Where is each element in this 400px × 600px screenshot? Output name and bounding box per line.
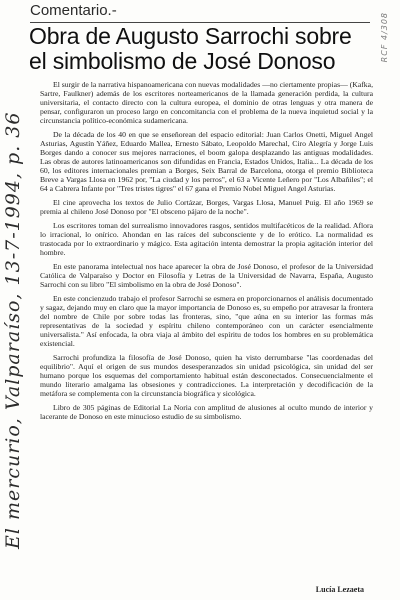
article-paragraph-3: El cine aprovecha los textos de Julio Cortázar, Borges, Vargas Llosa, Manuel Puig. El año 1969 se premia al chileno José Donoso por "El obsceno pájaro de la noche". (40, 198, 373, 216)
article-paragraph-7: Sarrochi profundiza la filosofía de José Donoso, quien ha visto derrumbarse "las coordenadas del equilibrio". Aquí el origen de sus mundos desesperanzados sin unidad psicológica, sin unidad del ser humano porque los esquemas del comportamiento habitual están desconectados. Consecuencialmente el mundo literario amalgama las obsesiones y contradicciones. La interpretación y decodificación de la metáfora se complementa con la circunstancia biográfica y sicológica. (40, 353, 373, 398)
article-paragraph-4: Los escritores toman del surrealismo innovadores rasgos, sentidos multifacéticos de la realidad. Aflora lo irracional, lo onírico. Ahondan en las raíces del subconsciente y de lo erótico. La normalidad es trastocada por lo extraordinario y mágico. Esta agitación intenta demostrar la propia agitación interior del hombre. (40, 221, 373, 257)
headline-line-2: el simbolismo de José Donoso (29, 48, 336, 74)
article-paragraph-1: El surgir de la narrativa hispanoamericana con nuevas modalidades —no ciertamente propias— (Kafka, Sartre, Faulkner) además de los escritores norteamericanos de la llamada generación perdida, la cultura universitaria, el contacto directo con la cultura europea, el dominio de otras lenguas y otra manera de pensar, configuraron un proceso largo en concomitancia con el problema de la nueva inquietud social y la circunstancia político-económica sudamericana. (40, 80, 373, 125)
archive-code: RCF 4/308 (380, 12, 389, 63)
article-paragraph-6: En este concienzudo trabajo el profesor Sarrochi se esmera en proporcionarnos el análisis documentado y sagaz, dejando muy en claro que la mayor importancia de Donoso es, su empeño por atravesar la frontera del nombre de Chile por sobre todas las fronteras, sino, "que aúna en su interior las formas más representativas de la sociedad y espíritu chileno contemporáneo con un carácter esencialmente universalista." Así enfocada, la obra viaja al ámbito del espíritu de todos los hombres en su problemática existencial. (40, 294, 373, 348)
author-byline: Lucía Lezaeta (315, 585, 364, 594)
headline-line-1: Obra de Augusto Sarrochi sobre (29, 23, 352, 49)
section-label: Comentario.- (30, 2, 370, 23)
article-paragraph-2: De la década de los 40 en que se enseñorean del espacio editorial: Juan Carlos Onetti, Miguel Angel Asturias, Agustín Yáñez, Eduardo Mallea, Ernesto Sábato, Leopoldo Marechal, Ciro Alegría y Jorge Luis Borges dando a conocer sus mejores narraciones, el boom galopa desplazando las antiguas modalidades. Las obras de autores latinoamericanos son difundidas en Francia, Estados Unidos, Italia... La década de los 60, los editores internacionales premian a Borges, Seix Barral de Barcelona, otorga el premio Biblioteca Breve a Vargas Llosa en 1962 por, "La ciudad y los perros", el 63 a Vicente Leñero por "Los Albañiles"; el 64 a Cabrera Infante por "Tres tristes tigres" el 67 gana el Premio Nobel Miguel Angel Asturias. (40, 130, 373, 193)
article-paragraph-5: En este panorama intelectual nos hace aparecer la obra de José Donoso, el profesor de la Universidad Católica de Valparaíso y Doctor en Filosofía y Letras de la Universidad de Navarra, España, Augusto Sarrochi con su libro "El simbolismo en la obra de José Donoso". (40, 262, 373, 289)
article-paragraph-8: Libro de 305 páginas de Editorial La Noria con amplitud de alusiones al oculto mundo de interior y lacerante de Donoso en este minucioso estudio de su simbolismo. (40, 403, 373, 421)
article-body (40, 80, 373, 426)
headline (29, 24, 381, 74)
handwritten-source-note: El mercurio, Valparaíso, 13-7-1994, p. 36 (2, 111, 24, 549)
